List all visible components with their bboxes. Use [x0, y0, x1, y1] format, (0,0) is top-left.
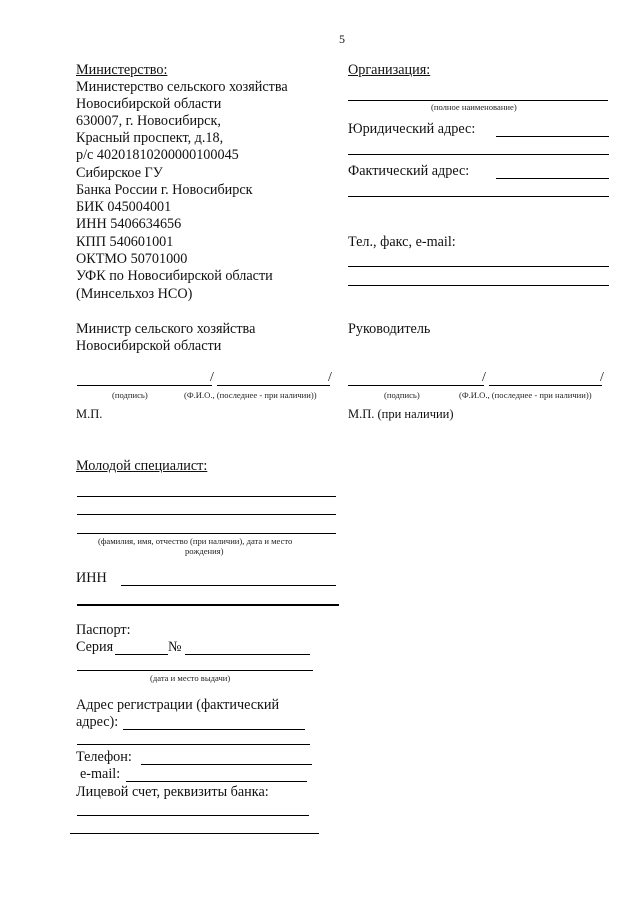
passport-number-label: № — [168, 639, 182, 655]
actual-address-field[interactable] — [496, 178, 609, 179]
specialist-heading: Молодой специалист: — [76, 458, 208, 474]
phone-field[interactable] — [141, 764, 312, 765]
ministry-line: Красный проспект, д.18, — [76, 130, 224, 146]
passport-series-field[interactable] — [115, 654, 168, 655]
contacts-field[interactable] — [348, 266, 609, 267]
specialist-fio-field[interactable] — [77, 496, 336, 497]
ministry-line: Министерство сельского хозяйства — [76, 79, 288, 95]
legal-address-label: Юридический адрес: — [348, 121, 476, 137]
ministry-line: КПП 540601001 — [76, 234, 174, 250]
passport-label: Паспорт: — [76, 622, 131, 638]
ministry-name-caption: (Ф.И.О., (последнее - при наличии)) — [184, 390, 317, 400]
passport-issued-field[interactable] — [77, 670, 313, 671]
ministry-line: 630007, г. Новосибирск, — [76, 113, 221, 129]
organization-stamp: М.П. (при наличии) — [348, 407, 454, 421]
organization-sign-caption: (подпись) — [384, 390, 420, 400]
specialist-fio-field-line3[interactable] — [77, 533, 336, 534]
reg-address-field-line2[interactable] — [77, 744, 310, 745]
page-number: 5 — [339, 32, 345, 46]
email-label: e-mail: — [80, 766, 121, 782]
ministry-line: Банка России г. Новосибирск — [76, 182, 253, 198]
passport-series-label: Серия — [76, 639, 114, 655]
contacts-field-line2[interactable] — [348, 285, 609, 286]
reg-address-label: адрес): — [76, 714, 119, 730]
ministry-line: (Минсельхоз НСО) — [76, 286, 193, 302]
ministry-stamp: М.П. — [76, 407, 103, 421]
reg-address-label: Адрес регистрации (фактический — [76, 697, 280, 713]
bank-account-label: Лицевой счет, реквизиты банка: — [76, 784, 269, 800]
slash-separator: / — [600, 370, 604, 385]
organization-heading: Организация: — [348, 62, 431, 78]
specialist-fio-caption: (фамилия, имя, отчество (при наличии), дата и место — [98, 536, 293, 546]
ministry-line: БИК 045004001 — [76, 199, 172, 215]
ministry-signer-title: Министр сельского хозяйства — [76, 321, 256, 337]
inn-label: ИНН — [76, 570, 107, 586]
reg-address-field[interactable] — [123, 729, 305, 730]
organization-name-field[interactable] — [348, 100, 608, 101]
organization-signature-line — [348, 385, 484, 386]
specialist-fio-caption: рождения) — [185, 546, 224, 556]
ministry-sign-caption: (подпись) — [112, 390, 148, 400]
slash-separator: / — [210, 370, 214, 385]
ministry-line: ОКТМО 50701000 — [76, 251, 188, 267]
legal-address-field[interactable] — [496, 136, 609, 137]
ministry-signature-line — [77, 385, 212, 386]
slash-separator: / — [328, 370, 332, 385]
organization-name-line — [489, 385, 602, 386]
phone-label: Телефон: — [76, 749, 132, 765]
specialist-fio-field-line2[interactable] — [77, 514, 336, 515]
actual-address-field-line2[interactable] — [348, 196, 609, 197]
inn-field[interactable] — [121, 585, 336, 586]
ministry-heading: Министерство: — [76, 62, 168, 78]
slash-separator: / — [482, 370, 486, 385]
section-divider — [77, 604, 339, 606]
legal-address-field-line2[interactable] — [348, 154, 609, 155]
bank-account-field-line2[interactable] — [70, 833, 319, 834]
ministry-name-line — [217, 385, 330, 386]
email-field[interactable] — [126, 781, 307, 782]
ministry-line: УФК по Новосибирской области — [76, 268, 273, 284]
ministry-signer-title: Новосибирской области — [76, 338, 222, 354]
actual-address-label: Фактический адрес: — [348, 163, 470, 179]
organization-name-caption: (Ф.И.О., (последнее - при наличии)) — [459, 390, 592, 400]
organization-name-caption: (полное наименование) — [431, 102, 517, 112]
passport-number-field[interactable] — [185, 654, 310, 655]
passport-issued-caption: (дата и место выдачи) — [150, 673, 231, 683]
ministry-line: Сибирское ГУ — [76, 165, 163, 181]
ministry-line: ИНН 5406634656 — [76, 216, 182, 232]
ministry-line: Новосибирской области — [76, 96, 222, 112]
ministry-line: р/с 40201810200000100045 — [76, 147, 239, 163]
bank-account-field[interactable] — [77, 815, 309, 816]
organization-signer-title: Руководитель — [348, 321, 431, 337]
contacts-label: Тел., факс, e-mail: — [348, 234, 456, 250]
